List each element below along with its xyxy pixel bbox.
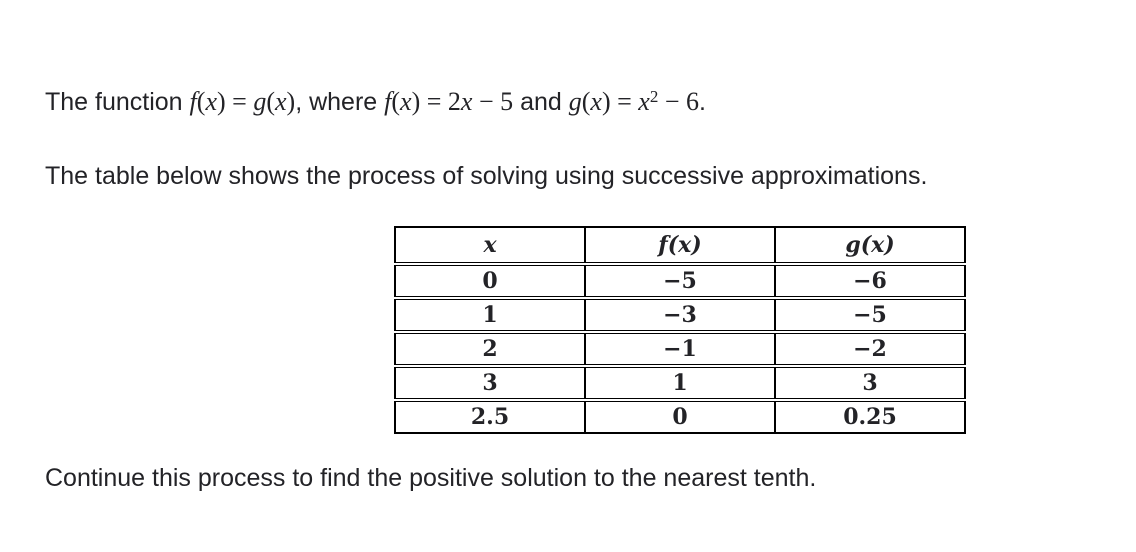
table-cell: 2.5 — [395, 400, 585, 433]
table-row — [395, 400, 965, 433]
text-segment: ) = 2 — [411, 87, 461, 116]
text-segment: ( — [581, 87, 591, 116]
column-header-gx: g(x) — [775, 227, 965, 264]
problem-statement — [45, 86, 706, 117]
text-segment: x — [638, 87, 650, 116]
table-cell: 0 — [395, 264, 585, 298]
table-body — [395, 264, 965, 433]
text-segment: g — [253, 87, 267, 116]
table-header-row — [395, 227, 965, 264]
table-cell: 2 — [395, 332, 585, 366]
table-intro-text — [45, 161, 927, 191]
table-cell: −6 — [775, 264, 965, 298]
text-segment: ( — [266, 87, 275, 116]
table-cell: 0 — [585, 400, 775, 433]
text-segment: x — [590, 87, 602, 116]
table-row — [395, 264, 965, 298]
table-row — [395, 298, 965, 332]
table-cell: −5 — [585, 264, 775, 298]
text-segment: 2 — [649, 87, 659, 106]
text-segment: The table below shows the process of solving using successive approximations. — [45, 162, 928, 190]
table-cell: 0.25 — [775, 400, 965, 433]
text-segment: g — [568, 87, 582, 116]
column-header-fx: f(x) — [585, 227, 775, 264]
column-header-x: x — [483, 232, 497, 258]
text-segment: f — [189, 87, 197, 116]
table-cell: −2 — [775, 332, 965, 366]
text-segment: Continue this process to find the positive solution to the nearest tenth. — [45, 464, 817, 492]
text-segment: and — [513, 88, 569, 116]
text-segment: f — [384, 87, 392, 116]
question-prompt — [45, 463, 816, 493]
text-segment: The function — [45, 88, 190, 116]
table-cell: 1 — [585, 366, 775, 400]
text-segment: ( — [391, 87, 401, 116]
table-header — [395, 227, 965, 264]
text-segment: ) = — [601, 87, 639, 116]
table-cell: 3 — [775, 366, 965, 400]
text-segment: x — [460, 87, 473, 116]
table-cell: 1 — [395, 298, 585, 332]
text-segment: x — [205, 87, 217, 116]
table-row — [395, 366, 965, 400]
table-cell: −1 — [585, 332, 775, 366]
table-cell: −3 — [585, 298, 775, 332]
text-segment: ) = — [216, 87, 254, 116]
text-segment: x — [274, 87, 287, 116]
text-segment: , where — [295, 88, 385, 116]
text-segment: x — [400, 87, 412, 116]
text-segment: ) — [286, 87, 296, 116]
approximation-table — [394, 226, 966, 434]
text-segment: . — [699, 88, 706, 116]
text-segment: − 5 — [472, 87, 514, 116]
table-cell: −5 — [775, 298, 965, 332]
text-segment: ( — [196, 87, 206, 116]
table-row — [395, 332, 965, 366]
table-cell: 3 — [395, 366, 585, 400]
text-segment: − 6 — [658, 87, 700, 116]
